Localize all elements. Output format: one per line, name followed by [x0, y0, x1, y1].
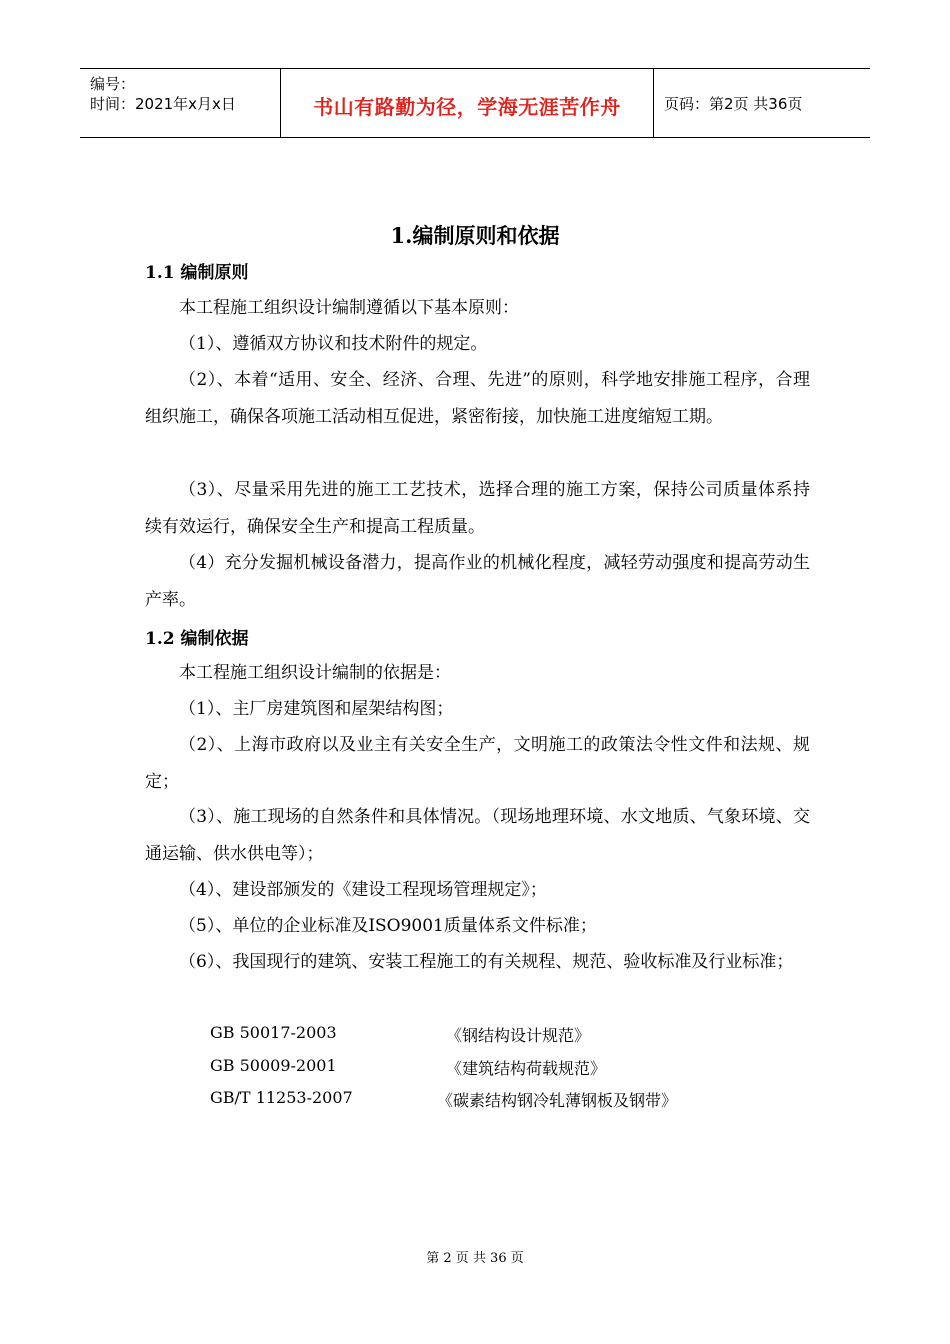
document-time-label: 时间：2021年x月x日	[90, 95, 236, 113]
list-item: （5）、单位的企业标准及ISO9001质量体系文件标准；	[179, 916, 597, 936]
standard-code: GB/T 11253-2007	[210, 1088, 353, 1107]
list-item: （6）、我国现行的建筑、安装工程施工的有关规程、规范、验收标准及行业标准；	[179, 952, 794, 972]
standard-code: GB 50017-2003	[210, 1023, 337, 1042]
page-footer: 第 2 页 共 36 页	[426, 1251, 524, 1266]
standard-name: 《建筑结构荷载规范》	[446, 1059, 607, 1078]
list-item: （2）、本着“适用、安全、经济、合理、先进”的原则，科学地安排施工程序，合理组织施工，确保各项施工活动相互促进，紧密衔接，加快施工进度缩短工期。	[145, 370, 810, 427]
header-meta-cell	[80, 69, 281, 137]
list-item: （4）充分发掘机械设备潜力，提高作业的机械化程度，减轻劳动强度和提高劳动生产率。	[145, 553, 810, 610]
list-item: （3）、尽量采用先进的施工工艺技术，选择合理的施工方案，保持公司质量体系持续有效运行，确保安全生产和提高工程质量。	[145, 480, 810, 537]
section-heading-1-2: 1.2 编制依据	[145, 629, 249, 649]
standard-code: GB 50009-2001	[210, 1056, 337, 1075]
paragraph: 本工程施工组织设计编制遵循以下基本原则：	[179, 298, 519, 318]
header-page-info: 页码：第2页 共36页	[664, 95, 803, 113]
list-item: （1）、主厂房建筑图和屋架结构图；	[179, 699, 454, 719]
header-motto-cell	[281, 69, 654, 137]
standard-name: 《钢结构设计规范》	[446, 1026, 591, 1045]
list-item: （3）、施工现场的自然条件和具体情况。（现场地理环境、水文地质、气象环境、交通运输、供水供电等）；	[145, 807, 810, 864]
document-header	[80, 68, 870, 138]
section-heading-1-1: 1.1 编制原则	[145, 263, 249, 283]
paragraph: 本工程施工组织设计编制的依据是：	[179, 663, 451, 683]
document-number-label: 编号：	[90, 75, 136, 93]
header-motto: 书山有路勤为径，学海无涯苦作舟	[313, 95, 621, 119]
list-item: （1）、遵循双方协议和技术附件的规定。	[179, 334, 488, 354]
standard-name: 《碳素结构钢冷轧薄钢板及钢带》	[437, 1091, 678, 1110]
list-item: （2）、上海市政府以及业主有关安全生产，文明施工的政策法令性文件和法规、规定；	[145, 735, 810, 792]
header-page-cell	[654, 69, 870, 137]
list-item: （4）、建设部颁发的《建设工程现场管理规定》；	[179, 880, 547, 900]
page-title: 1.编制原则和依据	[390, 223, 560, 248]
